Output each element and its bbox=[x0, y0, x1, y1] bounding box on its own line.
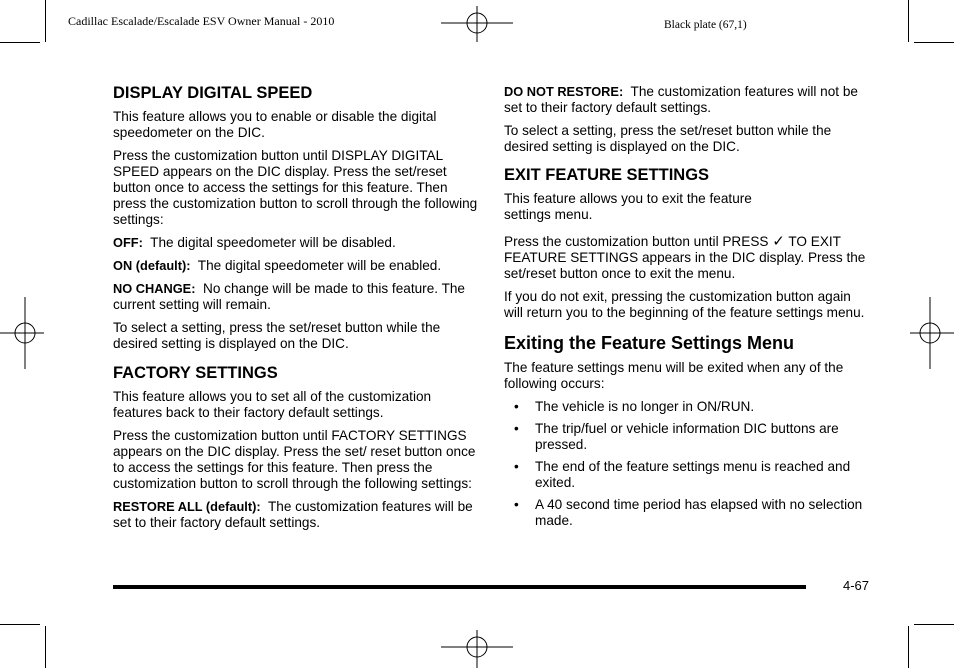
setting-option bbox=[504, 84, 869, 116]
bullet-list bbox=[504, 399, 869, 529]
left-column bbox=[113, 84, 478, 538]
crop-mark bbox=[908, 0, 909, 42]
option-text: The digital speedometer will be disabled. bbox=[150, 235, 396, 250]
option-term: ON (default): bbox=[113, 258, 191, 273]
registration-mark-icon bbox=[441, 630, 513, 668]
section-heading: FACTORY SETTINGS bbox=[113, 364, 278, 382]
bullet-icon: • bbox=[514, 421, 519, 436]
crop-mark bbox=[45, 0, 46, 42]
section-heading: DISPLAY DIGITAL SPEED bbox=[113, 84, 313, 102]
setting-option bbox=[113, 258, 478, 274]
checkmark-icon: ✓ bbox=[772, 233, 785, 250]
option-term: NO CHANGE: bbox=[113, 281, 196, 296]
registration-mark-icon bbox=[441, 6, 513, 42]
list-item: • The end of the feature settings menu is reached and exited. bbox=[514, 459, 851, 490]
paragraph: To select a setting, press the set/reset button while the desired setting is displayed on the DIC. bbox=[504, 123, 832, 154]
setting-option bbox=[113, 499, 478, 531]
page-number: 4-67 bbox=[843, 578, 870, 593]
registration-mark-icon bbox=[0, 297, 44, 369]
paragraph: Press the customization button until PRESS ✓ TO EXIT FEATURE SETTINGS appears in the DIC display. Press the set/reset button once to exit the menu. bbox=[504, 233, 866, 281]
option-text: The customization features will be set to their factory default settings. bbox=[113, 499, 473, 530]
section-heading: Exiting the Feature Settings Menu bbox=[504, 333, 795, 353]
paragraph: The feature settings menu will be exited when any of the following occurs: bbox=[504, 360, 844, 391]
paragraph: If you do not exit, pressing the customization button again will return you to the beginning of the feature settings menu. bbox=[504, 289, 865, 320]
paragraph: This feature allows you to set all of the customization features back to their factory default settings. bbox=[113, 389, 432, 420]
plate-label: Black plate (67,1) bbox=[664, 19, 747, 31]
setting-option bbox=[113, 235, 478, 251]
list-item: • A 40 second time period has elapsed with no selection made. bbox=[514, 497, 863, 528]
paragraph: This feature allows you to exit the feature settings menu. bbox=[504, 191, 752, 222]
crop-mark bbox=[914, 42, 954, 43]
right-column bbox=[504, 84, 869, 535]
crop-mark bbox=[0, 42, 40, 43]
option-term: DO NOT RESTORE: bbox=[504, 84, 624, 99]
option-term: OFF: bbox=[113, 235, 143, 250]
list-item: • The trip/fuel or vehicle information DIC buttons are pressed. bbox=[514, 421, 839, 452]
registration-mark-icon bbox=[910, 297, 954, 369]
crop-mark bbox=[914, 624, 954, 625]
list-item: • The vehicle is no longer in ON/RUN. bbox=[514, 399, 755, 414]
bullet-icon: • bbox=[514, 497, 519, 512]
crop-mark bbox=[0, 624, 40, 625]
option-text: The customization features will not be set to their factory default settings. bbox=[504, 84, 858, 115]
option-term: RESTORE ALL (default): bbox=[113, 499, 261, 514]
setting-option bbox=[113, 281, 478, 313]
paragraph: This feature allows you to enable or disable the digital speedometer on the DIC. bbox=[113, 109, 437, 140]
crop-mark bbox=[908, 626, 909, 668]
paragraph: Press the customization button until DISPLAY DIGITAL SPEED appears on the DIC display. Press the set/reset button once to access the settings for this feature. Then press the customization button to scroll through the following settings: bbox=[113, 148, 478, 227]
paragraph: To select a setting, press the set/reset button while the desired setting is displayed on the DIC. bbox=[113, 320, 441, 351]
section-heading: EXIT FEATURE SETTINGS bbox=[504, 166, 710, 184]
crop-mark bbox=[45, 626, 46, 668]
bullet-icon: • bbox=[514, 459, 519, 474]
manual-title: Cadillac Escalade/Escalade ESV Owner Manual - 2010 bbox=[68, 14, 335, 28]
footer-rule bbox=[113, 585, 806, 589]
option-text: No change will be made to this feature. The current setting will remain. bbox=[113, 281, 465, 312]
paragraph: Press the customization button until FACTORY SETTINGS appears on the DIC display. Press the set/ reset button once to access the settings for this feature. Then press the customization button to scroll through the following settings: bbox=[113, 428, 476, 491]
option-text: The digital speedometer will be enabled. bbox=[197, 258, 442, 273]
bullet-icon: • bbox=[514, 399, 519, 414]
